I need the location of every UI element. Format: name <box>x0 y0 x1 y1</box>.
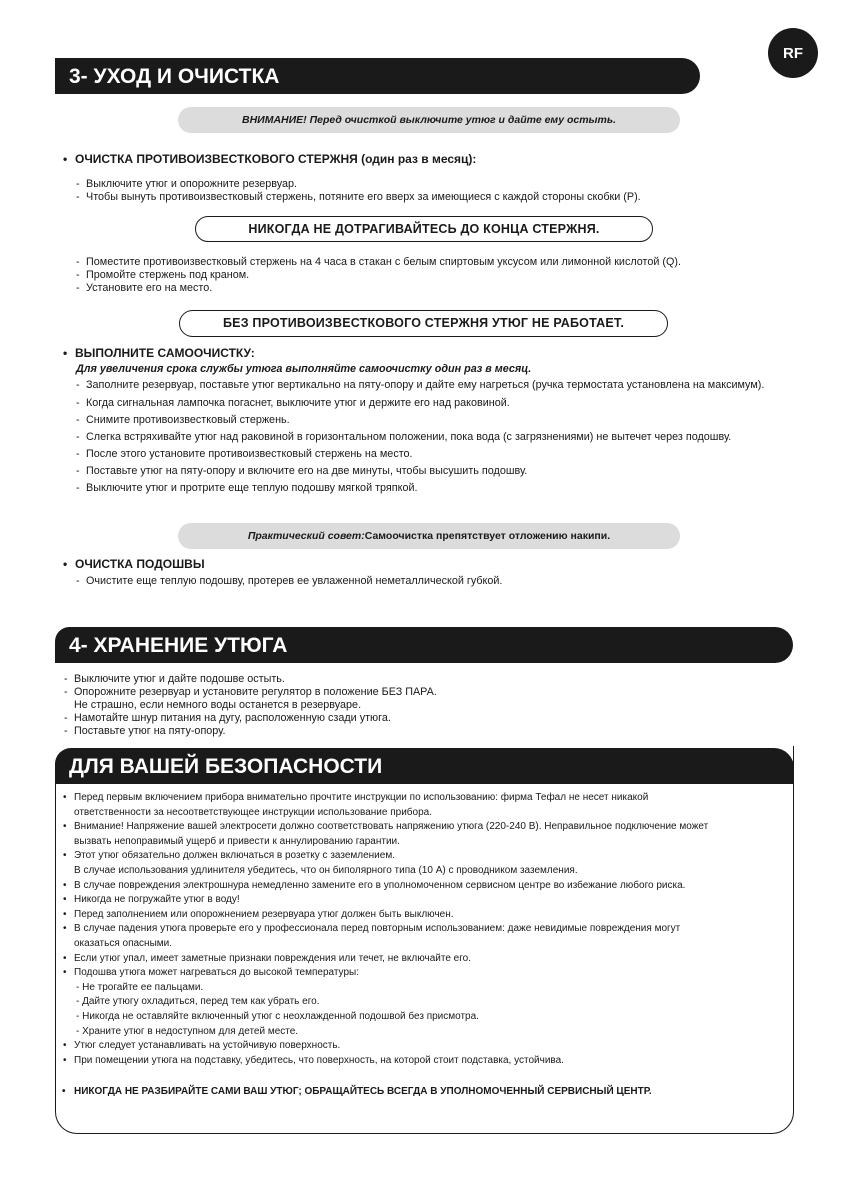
safety-item-cont: вызвать непоправимый ущерб и привести к аннулированию гарантии. <box>74 835 400 847</box>
safety-item: • В случае повреждения электрошнура немедленно замените его в уполномоченном сервисном центре во избежание любого риска. <box>62 879 787 894</box>
rod-steps-1 <box>74 178 794 204</box>
notice-rod-required: БЕЗ ПРОТИВОИЗВЕСТКОВОГО СТЕРЖНЯ УТЮГ НЕ РАБОТАЕТ. <box>179 310 668 337</box>
soleplate-heading: • ОЧИСТКА ПОДОШВЫ <box>63 557 205 571</box>
safety-item: • Этот утюг обязательно должен включаться в розетку с заземлением. <box>62 849 787 864</box>
safety-subitem: - Никогда не оставляйте включенный утюг с неохлажденной подошвой без присмотра. <box>76 1010 479 1022</box>
safety-item-cont: ответственности за несоответствующее инструкции использование прибора. <box>74 806 432 818</box>
safety-item: • Перед первым включением прибора внимательно прочтите инструкции по использованию: фирма Тефал не несет никакой <box>62 791 787 806</box>
safety-item: • При помещении утюга на подставку, убедитесь, что поверхность, на которой стоит подставка, устойчива. <box>62 1054 787 1069</box>
bullet-icon: • <box>63 152 68 166</box>
safety-final-warning: • НИКОГДА НЕ РАЗБИРАЙТЕ САМИ ВАШ УТЮГ; ОБРАЩАЙТЕСЬ ВСЕГДА В УПОЛНОМОЧЕННЫЙ СЕРВИСНЫЙ ЦЕНТР. <box>62 1086 652 1097</box>
practical-tip: Практический совет: Самоочистка препятствует отложению накипи. <box>178 523 680 549</box>
safety-subitem: - Дайте утюгу охладиться, перед тем как убрать его. <box>76 996 320 1008</box>
list-item: - Поместите противоизвестковый стержень на 4 часа в стакан с белым спиртовым уксусом или лимонной кислотой (Q). <box>74 256 794 269</box>
safety-item: • Утюг следует устанавливать на устойчивую поверхность. <box>62 1039 787 1054</box>
safety-item-cont: оказаться опасными. <box>74 937 173 949</box>
list-item: - Чтобы вынуть противоизвестковый стержень, потяните его вверх за имеющиеся с каждой стороны скобки (P). <box>74 191 794 204</box>
safety-item: • Никогда не погружайте утюг в воду! <box>62 893 787 908</box>
list-item: - Опорожните резервуар и установите регулятор в положение БЕЗ ПАРА. <box>62 686 782 699</box>
language-badge: RF <box>768 28 818 78</box>
safety-item: • Если утюг упал, имеет заметные признаки повреждения или течет, не включайте его. <box>62 952 787 967</box>
list-item: - Очистите еще теплую подошву, протерев ее увлаженной неметаллической губкой. <box>74 575 794 588</box>
selfclean-steps <box>74 379 769 495</box>
list-item: - Выключите утюг и дайте подошве остыть. <box>62 673 782 686</box>
bullet-icon: • <box>63 557 68 571</box>
soleplate-steps <box>74 575 794 588</box>
list-item: - Выключите утюг и протрите еще теплую подошву мягкой тряпкой. <box>74 482 769 495</box>
safety-title: ДЛЯ ВАШЕЙ БЕЗОПАСНОСТИ <box>55 748 794 784</box>
section-3-title: 3- УХОД И ОЧИСТКА <box>55 58 700 94</box>
safety-item: • Перед заполнением или опорожнением резервуара утюг должен быть выключен. <box>62 908 787 923</box>
list-item: - Выключите утюг и опорожните резервуар. <box>74 178 794 191</box>
list-item: - Промойте стержень под краном. <box>74 269 794 282</box>
bullet-icon: • <box>63 346 68 360</box>
warning-banner: ВНИМАНИЕ! Перед очисткой выключите утюг и дайте ему остыть. <box>178 107 680 133</box>
list-item: - Поставьте утюг на пяту-опору. <box>62 725 782 738</box>
bullet-icon: • <box>62 1086 66 1097</box>
list-item: - Установите его на место. <box>74 282 794 295</box>
list-item: - Снимите противоизвестковый стержень. <box>74 414 769 427</box>
list-item: - Заполните резервуар, поставьте утюг вертикально на пяту-опору и дайте ему нагреться (ручка термостата установлена на максимум). <box>74 379 769 392</box>
safety-items <box>62 791 787 1068</box>
rod-cleaning-heading: • ОЧИСТКА ПРОТИВОИЗВЕСТКОВОГО СТЕРЖНЯ (один раз в месяц): <box>63 152 477 166</box>
selfclean-subtitle: Для увеличения срока службы утюга выполняйте самоочистку один раз в месяц. <box>76 363 532 375</box>
storage-steps <box>62 673 782 738</box>
safety-item-cont: В случае использования удлинителя убедитесь, что он биполярного типа (10 А) с проводником заземления. <box>74 864 578 876</box>
list-item-continuation: - Не страшно, если немного воды останется в резервуаре. <box>62 699 782 712</box>
safety-subitem: - Храните утюг в недоступном для детей месте. <box>76 1025 299 1037</box>
safety-item: • Внимание! Напряжение вашей электросети должно соответствовать напряжению утюга (220-240 В). Неправильное подключение может <box>62 820 787 835</box>
notice-dont-touch: НИКОГДА НЕ ДОТРАГИВАЙТЕСЬ ДО КОНЦА СТЕРЖНЯ. <box>195 216 653 242</box>
list-item: - После этого установите противоизвестковый стержень на место. <box>74 448 769 461</box>
list-item: - Намотайте шнур питания на дугу, расположенную сзади утюга. <box>62 712 782 725</box>
rod-steps-2 <box>74 256 794 295</box>
safety-subitem: - Не трогайте ее пальцами. <box>76 981 204 993</box>
list-item: - Слегка встряхивайте утюг над раковиной в горизонтальном положении, пока вода (с загрязнениями) не вытечет через подошву. <box>74 431 769 444</box>
list-item: - Поставьте утюг на пяту-опору и включите его на две минуты, чтобы высушить подошву. <box>74 465 769 478</box>
section-4-title: 4- ХРАНЕНИЕ УТЮГА <box>55 627 793 663</box>
list-item: - Когда сигнальная лампочка погаснет, выключите утюг и держите его над раковиной. <box>74 397 769 410</box>
safety-item: • Подошва утюга может нагреваться до высокой температуры: <box>62 966 787 981</box>
safety-item: • В случае падения утюга проверьте его у профессионала перед повторным использованием: даже невидимые повреждения могут <box>62 922 787 937</box>
selfclean-heading: • ВЫПОЛНИТЕ САМООЧИСТКУ: <box>63 346 255 360</box>
